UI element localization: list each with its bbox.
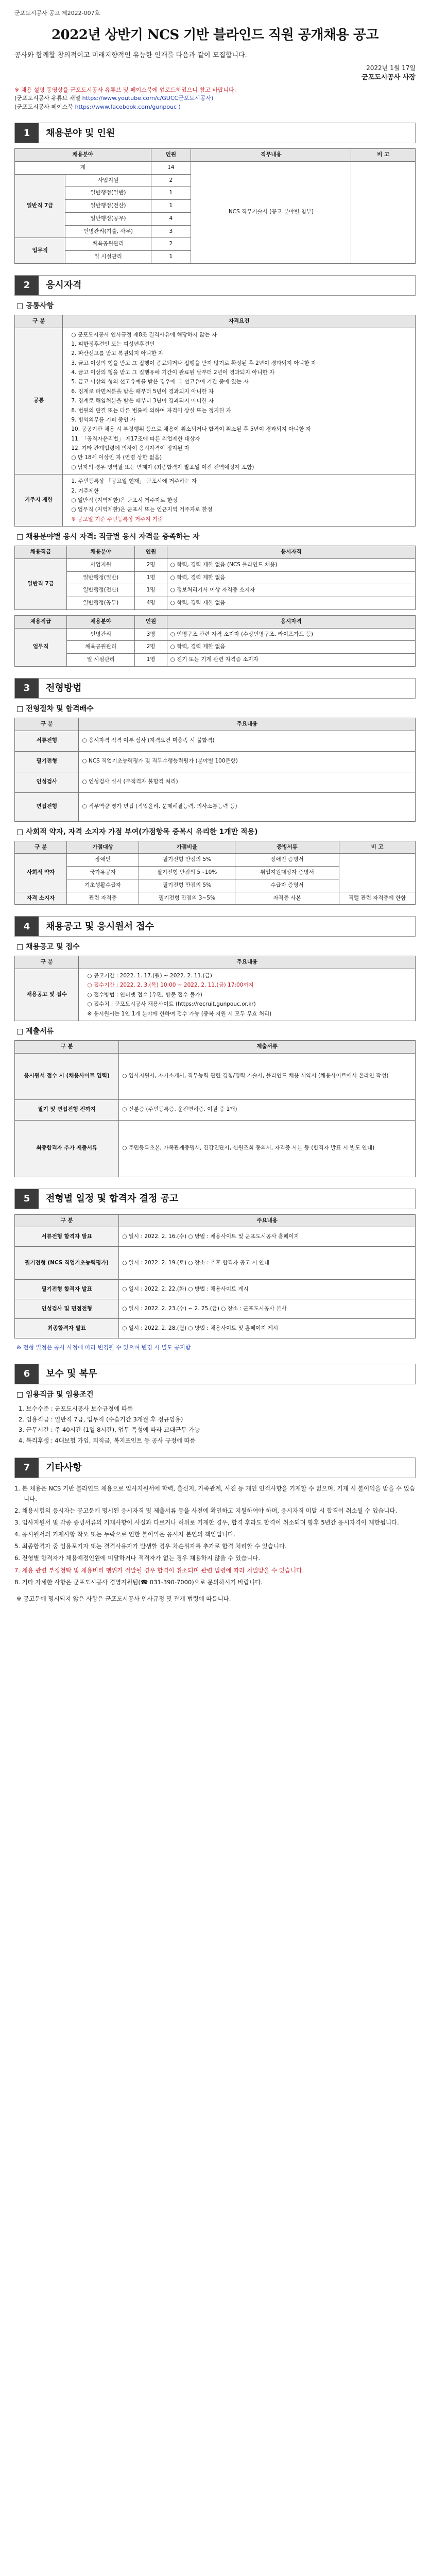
stage-text: ○ 응시자격 적격 여부 심사 (자격요건 미충족 시 불합격) (79, 731, 416, 751)
section-4-header (14, 916, 416, 937)
field-name: 인명관리(기술, 사무) (65, 225, 151, 238)
stage-label: 인성검사 (15, 772, 79, 792)
col-note: 비 고 (339, 841, 416, 854)
general-grade-label: 일반직 7급 (15, 174, 65, 238)
col-type: 구 분 (15, 1040, 119, 1053)
apply-label: 채용공고 및 접수 (15, 969, 79, 1021)
section-number: 4 (15, 917, 39, 936)
apply-item: ○ 공고기간 : 2022. 1. 17.(월) ~ 2022. 2. 11.(금) (87, 973, 212, 979)
qual-item: 9. 병역의무를 기피 중인 자 (71, 416, 136, 423)
count-cell: 2명 (135, 641, 167, 654)
col-count: 인원 (151, 149, 191, 162)
limit-item: ○ 일반직 (지역제한)은 군포시 거주자로 한정 (71, 497, 178, 503)
field-count: 2 (151, 238, 191, 251)
common-subtitle: □ 공통사항 (16, 301, 54, 310)
announce-org: 군포도시공사 사장 (362, 74, 416, 81)
schedule-text: ○ 일시 : 2022. 2. 22.(화) ○ 방법 : 채용사이트 게시 (119, 1280, 416, 1299)
field-count: 4 (151, 212, 191, 225)
field-name: 일반행정(공무) (65, 212, 151, 225)
col-type: 구 분 (15, 841, 67, 854)
bonus-note: 직렬 관련 자격증에 한함 (339, 892, 416, 905)
apply-item: ※ 응시원서는 1인 1개 분야에 한하여 접수 가능 (중복 지원 시 모두 무효 처리) (87, 1010, 272, 1017)
field-count: 1 (151, 187, 191, 200)
limit-item: ※ 공고일 기준 주민등록상 거주지 기준 (71, 516, 163, 522)
req-cell: ○ 학력, 경력 제한 없음 (167, 641, 415, 654)
duty-item: 3. 근무시간 : 주 40시간 (1일 8시간), 업무 특성에 따라 교대근무 가능 (19, 1426, 200, 1434)
limit-item: 2. 거주제한 (71, 487, 99, 494)
req-cell: ○ 정보처리기사 이상 자격증 소지자 (167, 584, 415, 597)
grade-cell: 업무직 (15, 628, 67, 666)
facebook-label: (군포도시공사 페이스북 (14, 103, 74, 110)
col-count: 인원 (135, 546, 167, 559)
section-number: 2 (15, 276, 39, 295)
doc-label: 필기 및 면접전형 전까지 (15, 1099, 119, 1120)
schedule-label: 최종합격자 발표 (15, 1319, 119, 1338)
limit-item: ○ 업무직 (지역제한)은 군포시 또는 인근지역 거주자로 한정 (71, 506, 213, 513)
document-title: 2022년 상반기 NCS 기반 블라인드 직원 공개채용 공고 (51, 27, 379, 43)
bonus-rate: 필기전형 만점의 3~5% (139, 892, 235, 905)
section-3-header (14, 678, 416, 699)
qual-item: ○ 만 18세 이상인 자 (연령 상한 없음) (71, 454, 162, 461)
etc-item: 8. 기타 자세한 사항은 군포도시공사 경영지원팀(☎ 031-390-7000)으로 문의하시기 바랍니다. (14, 1578, 263, 1586)
doc-text: ○ 주민등록초본, 가족관계증명서, 건강진단서, 신원조회 동의서, 자격증 사본 등 (합격자 발표 시 별도 안내) (119, 1120, 416, 1177)
bonus-type: 자격 소지자 (15, 892, 67, 905)
field-cell: 체육공원관리 (67, 641, 135, 654)
section-number: 3 (15, 679, 39, 698)
doc-text: ○ 신분증 (주민등록증, 운전면허증, 여권 중 1개) (119, 1099, 416, 1120)
final-note: ※ 공고문에 명시되지 않은 사항은 군포도시공사 인사규정 및 관계 법령에 따릅니다. (16, 1595, 231, 1602)
etc-item: 4. 응시원서의 기재사항 착오 또는 누락으로 인한 불이익은 응시자 본인의 책임입니다. (14, 1531, 235, 1538)
col-field: 채용분야 (67, 615, 135, 628)
doc-text: ○ 입사지원서, 자기소개서, 직무능력 관련 경험/경력 기술서, 블라인드 채용 서약서 (채용사이트에서 온라인 작성) (119, 1053, 416, 1099)
col-field: 채용분야 (67, 546, 135, 559)
duty-item: 4. 복리후생 : 4대보험 가입, 퇴직금, 복지포인트 등 공사 규정에 따름 (19, 1436, 196, 1444)
col-duty: 직무내용 (191, 149, 351, 162)
limit-items (63, 474, 416, 527)
col-content: 주요내용 (79, 956, 416, 969)
etc-item: 5. 최종합격자 중 임용포기자 또는 결격사유자가 발생할 경우 차순위자를 추가로 합격 처리할 수 있습니다. (14, 1543, 287, 1550)
duty-text: NCS 직무기술서 (공고 분야별 첨부) (191, 161, 351, 263)
bonus-target: 관련 자격증 (67, 892, 139, 905)
section-number: 6 (15, 1364, 39, 1384)
count-cell: 1명 (135, 584, 167, 597)
duty-list (14, 1403, 416, 1446)
common-items (63, 328, 416, 474)
schedule-note: ※ 전형 일정은 공사 사정에 따라 변경될 수 있으며 변경 시 별도 공지함 (16, 1344, 191, 1351)
duty-subtitle: □ 임용직급 및 임용조건 (16, 1390, 94, 1399)
section-2-header (14, 275, 416, 296)
col-docs: 제출서류 (119, 1040, 416, 1053)
section-title: 응시자격 (46, 280, 82, 291)
count-cell: 2명 (135, 558, 167, 571)
schedule-table (14, 1214, 416, 1339)
total-count: 14 (151, 161, 191, 174)
recruit-field-table (14, 148, 416, 264)
section-title: 기타사항 (46, 1462, 82, 1473)
col-target: 가점대상 (67, 841, 139, 854)
apply-item: ○ 접수방법 : 인터넷 접수 (우편, 방문 접수 불가) (87, 991, 202, 998)
field-count: 3 (151, 225, 191, 238)
col-content: 주요내용 (119, 1214, 416, 1227)
col-req: 응시자격 (167, 615, 415, 628)
process-subtitle: □ 전형절차 및 합격배수 (16, 704, 94, 713)
youtube-label: (군포도시공사 유튜브 채널 (14, 95, 81, 101)
limit-label: 거주지 제한 (15, 474, 63, 527)
schedule-label: 인성검사 및 면접전형 (15, 1299, 119, 1319)
limit-item: 1. 주민등록상 「공고일 현재」 군포시에 거주하는 자 (71, 478, 197, 485)
bonus-rate: 필기전형 만점의 5~10% (139, 867, 235, 879)
col-type: 구 분 (15, 956, 79, 969)
manager-grade-label: 업무직 (15, 238, 65, 264)
section-number: 5 (15, 1189, 39, 1209)
qual-item: 5. 금고 이상의 형의 선고유예를 받은 경우에 그 선고유예 기간 중에 있는 자 (71, 379, 249, 385)
doc-label: 최종합격자 추가 제출서류 (15, 1120, 119, 1177)
bonus-target: 기초생활수급자 (67, 879, 139, 892)
announce-date: 2022년 1월 17일 (366, 64, 416, 72)
count-cell: 3명 (135, 628, 167, 641)
etc-item: 7. 채용 관련 부정청탁 및 채용비리 행위가 적발될 경우 합격이 취소되며 관련 법령에 따라 처벌받을 수 있습니다. (14, 1566, 304, 1574)
qual-item: 7. 징계로 해임처분을 받은 때부터 3년이 경과되지 아니한 자 (71, 398, 214, 404)
etc-item: 3. 입사지원서 및 각종 증빙서류의 기재사항이 사실과 다르거나 허위로 기재한 경우, 합격 후라도 합격이 취소되며 향후 5년간 응시자격이 제한됩니다. (14, 1519, 399, 1526)
bonus-table (14, 841, 416, 905)
section-title: 전형별 일정 및 합격자 결정 공고 (46, 1193, 179, 1205)
docs-table (14, 1040, 416, 1177)
stage-label: 필기전형 (15, 751, 79, 772)
process-table (14, 718, 416, 822)
stage-label: 면접전형 (15, 792, 79, 821)
bonus-doc: 장애인 증명서 (235, 854, 339, 867)
section-title: 보수 및 복무 (46, 1368, 97, 1380)
section-5-header (14, 1189, 416, 1209)
apply-table (14, 956, 416, 1021)
common-qualification-table (14, 315, 416, 527)
col-type: 구 분 (15, 1214, 119, 1227)
bonus-rate: 필기전형 만점의 5% (139, 879, 235, 892)
section-7-header (14, 1458, 416, 1478)
req-cell: ○ 학력, 경력 제한 없음 (NCS 블라인드 채용) (167, 558, 415, 571)
col-rate: 가점비율 (139, 841, 235, 854)
field-cell: 일반행정(일반) (67, 571, 135, 584)
section-title: 채용분야 및 인원 (46, 127, 115, 139)
schedule-text: ○ 일시 : 2022. 2. 19.(토) ○ 장소 : 추후 합격자 공고 시 안내 (119, 1247, 416, 1280)
total-label: 계 (15, 161, 151, 174)
apply-items (79, 969, 416, 1021)
bonus-doc: 수급자 증명서 (235, 879, 339, 892)
field-count: 1 (151, 200, 191, 213)
qual-item: 3. 금고 이상의 형을 받고 그 집행이 종료되거나 집행을 받지 않기로 확정된 후 2년이 경과되지 아니한 자 (71, 360, 317, 366)
video-notice (14, 86, 416, 112)
document-number: 군포도시공사 공고 제2022-007호 (14, 10, 100, 16)
qual-item: ○ 군포도시공사 인사규정 제8조 결격사유에 해당하지 않는 자 (71, 331, 217, 338)
manager-qualification-table (14, 615, 416, 667)
facebook-line (14, 103, 416, 112)
req-cell: ○ 학력, 경력 제한 없음 (167, 597, 415, 610)
schedule-label: 서류전형 합격자 발표 (15, 1227, 119, 1247)
section-title: 채용공고 및 응시원서 접수 (46, 921, 154, 932)
bonus-rate: 필기전형 만점의 5% (139, 854, 235, 867)
field-name: 체육공원관리 (65, 238, 151, 251)
col-grade: 채용직급 (15, 615, 67, 628)
qual-item: ○ 남자의 경우 병역필 또는 면제자 (최종합격자 발표일 이전 전역예정자 포함) (71, 464, 254, 470)
schedule-text: ○ 일시 : 2022. 2. 23.(수) ~ 2. 25.(금) ○ 장소 : 군포도시공사 본사 (119, 1299, 416, 1319)
req-cell: ○ 전기 또는 기계 관련 자격증 소지자 (167, 654, 415, 667)
duty-item: 2. 임용직급 : 일반직 7급, 업무직 (수습기간 3개월 후 정규임용) (19, 1415, 183, 1423)
section-title: 전형방법 (46, 683, 82, 694)
bonus-target: 국가유공자 (67, 867, 139, 879)
qual-item: 8. 법원의 판결 또는 다른 법률에 의하여 자격이 상실 또는 정지된 자 (71, 407, 231, 414)
section-number: 1 (15, 123, 39, 143)
common-label: 공통 (15, 328, 63, 474)
field-count: 1 (151, 251, 191, 264)
col-type: 구 분 (15, 315, 63, 328)
schedule-text: ○ 일시 : 2022. 2. 16.(수) ○ 방법 : 채용사이트 및 군포도시공사 홈페이지 (119, 1227, 416, 1247)
field-name: 사업지원 (65, 174, 151, 187)
schedule-text: ○ 일시 : 2022. 2. 28.(월) ○ 방법 : 채용사이트 및 홈페이지 게시 (119, 1319, 416, 1338)
qual-item: 1. 피한정후견인 또는 피성년후견인 (71, 341, 155, 347)
bonus-target: 장애인 (67, 854, 139, 867)
count-cell: 4명 (135, 597, 167, 610)
duty-item: 1. 보수수준 : 군포도시공사 보수규정에 따름 (19, 1404, 133, 1412)
field-cell: 일 시설관리 (67, 654, 135, 667)
etc-item: 2. 채용시험의 응시자는 공고문에 명시된 응시자격 및 제출서류 등을 사전에 확인하고 지원하여야 하며, 응시자격 미달 시 합격이 취소될 수 있습니다. (14, 1506, 398, 1514)
intro-text: 공사와 함께할 창의적이고 미래지향적인 유능한 인재를 다음과 같이 모집합니다. (14, 51, 247, 59)
etc-item: 1. 본 채용은 NCS 기반 블라인드 채용으로 입사지원서에 학력, 출신지, 가족관계, 사진 등 개인 인적사항을 기재할 수 없으며, 기재 시 불이익을 받을 수 있습니다. (14, 1484, 415, 1502)
field-name: 일반행정(전산) (65, 200, 151, 213)
section-1-header (14, 123, 416, 143)
field-count: 2 (151, 174, 191, 187)
field-name: 일 시설관리 (65, 251, 151, 264)
field-cell: 사업지원 (67, 558, 135, 571)
field-qualification-table (14, 546, 416, 610)
section-number: 7 (15, 1458, 39, 1478)
col-count: 인원 (135, 615, 167, 628)
schedule-label: 필기전형 (NCS 직업기초능력평가) (15, 1247, 119, 1280)
qual-item: 4. 금고 이상의 형을 받고 그 집행유예 기간이 완료된 날부터 2년이 경과되지 아니한 자 (71, 369, 275, 376)
qual-item: 10. 공공기관 채용 시 부정행위 등으로 채용이 취소되거나 합격이 취소된 후 5년이 경과되지 아니한 자 (71, 426, 312, 433)
col-req: 자격요건 (63, 315, 416, 328)
field-cell: 일반행정(공무) (67, 597, 135, 610)
bonus-doc: 취업지원대상자 증명서 (235, 867, 339, 879)
docs-subtitle: □ 제출서류 (16, 1027, 54, 1036)
qual-item: 12. 기타 관계법령에 의하여 응시자격이 정지된 자 (71, 445, 190, 451)
req-cell: ○ 학력, 경력 제한 없음 (167, 571, 415, 584)
col-type: 구 분 (15, 718, 79, 731)
youtube-link[interactable]: https://www.youtube.com/c/GUCC군포도시공사) (82, 95, 214, 101)
bonus-subtitle: □ 사회적 약자, 자격 소지자 가점 부여(가점항목 중복시 유리한 1개만 적용) (16, 827, 258, 836)
youtube-line (14, 94, 416, 103)
count-cell: 1명 (135, 571, 167, 584)
qual-item: 2. 파산선고를 받고 복권되지 아니한 자 (71, 350, 164, 357)
stage-label: 서류전형 (15, 731, 79, 751)
field-subtitle: □ 채용분야별 응시 자격: 직급별 응시 자격을 충족하는 자 (16, 533, 200, 541)
stage-text: ○ NCS 직업기초능력평가 및 직무수행능력평가 (분야별 100문항) (79, 751, 416, 772)
video-notice-line: ※ 채용 설명 동영상을 군포도시공사 유튜브 및 페이스북에 업로드하였으니 참고 바랍니다. (14, 86, 236, 93)
count-cell: 1명 (135, 654, 167, 667)
bonus-type: 사회적 약자 (15, 854, 67, 892)
col-doc: 증빙서류 (235, 841, 339, 854)
col-note: 비 고 (351, 149, 416, 162)
req-cell: ○ 인명구조 관련 자격 소지자 (수상인명구조, 라이프가드 등) (167, 628, 415, 641)
doc-label: 응시원서 접수 시 (채용사이트 입력) (15, 1053, 119, 1099)
stage-text: ○ 인성검사 실시 (부적격자 불합격 처리) (79, 772, 416, 792)
apply-item: ○ 접수처 : 군포도시공사 채용사이트 (https://recruit.gunpouc.or.kr) (87, 1001, 256, 1008)
stage-text: ○ 직무역량 평가 면접 (직업윤리, 문제해결능력, 의사소통능력 등) (79, 792, 416, 821)
qual-item: 11. 「공직자윤리법」 제17조에 따른 취업제한 대상자 (71, 435, 200, 442)
field-cell: 일반행정(전산) (67, 584, 135, 597)
section-6-header (14, 1364, 416, 1384)
apply-subtitle: □ 채용공고 및 접수 (16, 943, 80, 952)
grade-cell: 일반직 7급 (15, 558, 67, 609)
apply-item: ○ 접수기간 : 2022. 2. 3.(목) 10:00 ~ 2022. 2. 11.(금) 17:00까지 (87, 982, 254, 989)
bonus-doc: 자격증 사본 (235, 892, 339, 905)
col-field: 채용분야 (15, 149, 151, 162)
field-name: 일반행정(일반) (65, 187, 151, 200)
bonus-note (339, 854, 416, 892)
field-cell: 인명관리 (67, 628, 135, 641)
col-req: 응시자격 (167, 546, 415, 559)
col-content: 주요내용 (79, 718, 416, 731)
etc-item: 6. 전형별 합격자가 채용예정인원에 미달하거나 적격자가 없는 경우 채용하지 않을 수 있습니다. (14, 1554, 260, 1562)
qual-item: 6. 징계로 파면처분을 받은 때부터 5년이 경과되지 아니한 자 (71, 388, 214, 395)
facebook-link[interactable]: https://www.facebook.com/gunpouc ) (75, 103, 181, 110)
etc-list (14, 1483, 416, 1587)
col-grade: 채용직급 (15, 546, 67, 559)
schedule-label: 필기전형 합격자 발표 (15, 1280, 119, 1299)
